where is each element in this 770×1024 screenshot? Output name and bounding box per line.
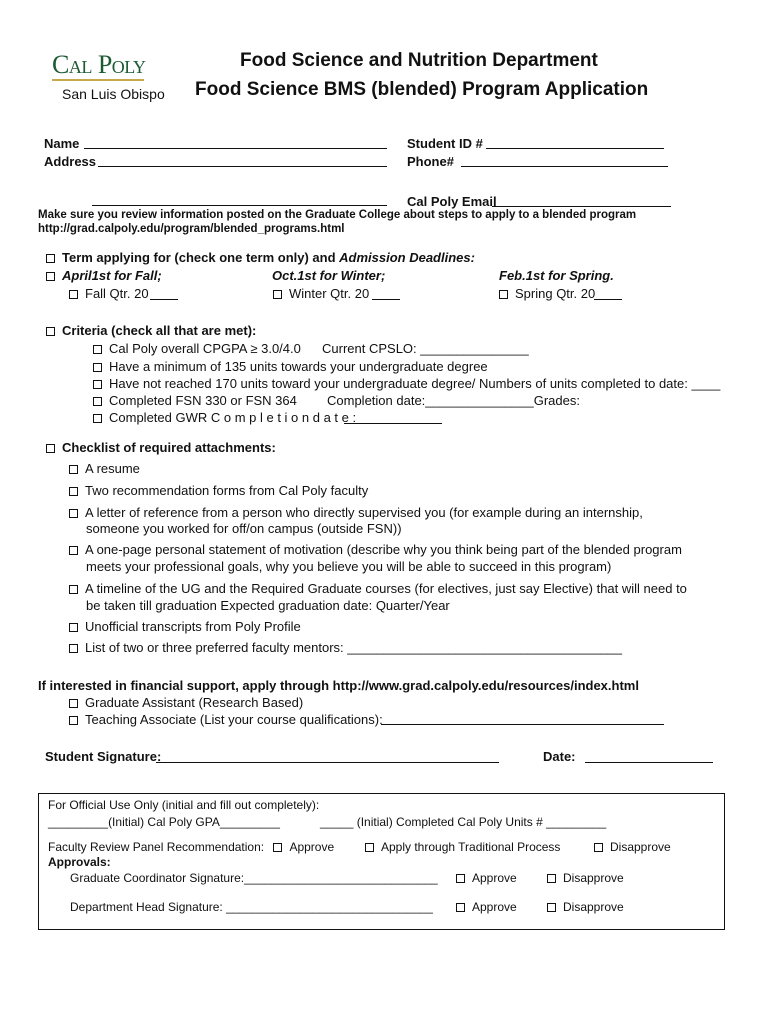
address-field[interactable] — [98, 166, 387, 167]
grad-coordinator-signature[interactable]: Graduate Coordinator Signature:_____________________________ — [70, 871, 438, 885]
notice-link[interactable]: http://grad.calpoly.edu/program/blended_programs.html — [38, 223, 345, 235]
phone-field[interactable] — [461, 166, 668, 167]
spring-checkbox[interactable] — [499, 290, 508, 299]
spring-option[interactable]: Spring Qtr. 20 — [499, 286, 595, 301]
phone-label: Phone# — [407, 154, 454, 169]
date-field[interactable] — [585, 762, 713, 763]
address-field-line2[interactable] — [92, 205, 387, 206]
criteria-gwr-checkbox[interactable] — [93, 414, 102, 423]
dept-disapprove[interactable]: Disapprove — [547, 900, 624, 914]
winter-deadline: Oct.1st for Winter; — [272, 268, 386, 283]
fall-deadline-checkbox[interactable] — [46, 272, 55, 281]
checklist-checkbox[interactable] — [46, 444, 55, 453]
fall-option[interactable]: Fall Qtr. 20 — [69, 286, 149, 301]
name-field[interactable] — [84, 148, 387, 149]
email-label: Cal Poly Email — [407, 194, 497, 209]
criteria-gwr[interactable]: Completed GWR C o m p l e t i o n d a t e : — [93, 410, 356, 425]
criteria-checkbox[interactable] — [46, 327, 55, 336]
checklist-resume[interactable]: A resume — [69, 461, 140, 476]
dept-approve[interactable]: Approve — [456, 900, 517, 914]
panel-approve-checkbox[interactable] — [273, 843, 282, 852]
checklist-recommendations-checkbox[interactable] — [69, 487, 78, 496]
grad-disapprove[interactable]: Disapprove — [547, 871, 624, 885]
campus-name: San Luis Obispo — [62, 86, 165, 102]
checklist-recommendations[interactable]: Two recommendation forms from Cal Poly faculty — [69, 483, 368, 498]
gwr-date-field[interactable] — [344, 423, 442, 424]
fall-checkbox[interactable] — [69, 290, 78, 299]
checklist-reference-letter-cont: someone you worked for off/on campus (outside FSN)) — [86, 521, 402, 536]
criteria-heading: Criteria (check all that are met): — [46, 323, 256, 338]
checklist-timeline-checkbox[interactable] — [69, 585, 78, 594]
student-id-label: Student ID # — [407, 136, 483, 151]
checklist-timeline[interactable]: A timeline of the UG and the Required Graduate courses (for electives, just say Elective) that will need to — [69, 581, 687, 596]
checklist-mentors[interactable]: List of two or three preferred faculty mentors: ______________________________________ — [69, 640, 622, 655]
dept-approve-checkbox[interactable] — [456, 903, 465, 912]
review-panel-label: Faculty Review Panel Recommendation: Approve — [48, 840, 335, 854]
student-signature-field[interactable] — [156, 762, 499, 763]
checklist-heading: Checklist of required attachments: — [46, 440, 276, 455]
checklist-statement-checkbox[interactable] — [69, 546, 78, 555]
dept-head-signature[interactable]: Department Head Signature: _______________________________ — [70, 900, 433, 914]
financial-ga-checkbox[interactable] — [69, 699, 78, 708]
name-label: Name — [44, 136, 80, 151]
financial-heading: If interested in financial support, apply through http://www.grad.calpoly.edu/resources/index.html — [38, 678, 639, 693]
panel-traditional[interactable]: Apply through Traditional Process — [365, 840, 560, 854]
panel-traditional-checkbox[interactable] — [365, 843, 374, 852]
dept-disapprove-checkbox[interactable] — [547, 903, 556, 912]
winter-year-field[interactable] — [372, 299, 400, 300]
financial-ta[interactable]: Teaching Associate (List your course qualifications): — [69, 712, 383, 727]
term-heading-checkbox[interactable] — [46, 254, 55, 263]
checklist-timeline-cont: be taken till graduation Expected graduation date: Quarter/Year — [86, 598, 450, 613]
criteria-gpa-current: Current CPSLO: _______________ — [322, 341, 529, 356]
criteria-fsn[interactable]: Completed FSN 330 or FSN 364 — [93, 393, 297, 408]
student-signature-label: Student Signature: — [45, 749, 162, 764]
official-gpa[interactable]: _________(Initial) Cal Poly GPA_________ — [48, 815, 280, 829]
checklist-transcripts-checkbox[interactable] — [69, 623, 78, 632]
date-label: Date: — [543, 749, 576, 764]
grad-approve-checkbox[interactable] — [456, 874, 465, 883]
financial-ga[interactable]: Graduate Assistant (Research Based) — [69, 695, 303, 710]
checklist-reference-letter[interactable]: A letter of reference from a person who directly supervised you (for example during an internship, — [69, 505, 643, 520]
spring-deadline: Feb.1st for Spring. — [499, 268, 614, 283]
criteria-min-units-checkbox[interactable] — [93, 363, 102, 372]
checklist-statement[interactable]: A one-page personal statement of motivation (describe why you think being part of the blended program — [69, 542, 682, 557]
grad-disapprove-checkbox[interactable] — [547, 874, 556, 883]
criteria-gpa[interactable]: Cal Poly overall CPGPA ≥ 3.0/4.0 — [93, 341, 301, 356]
grad-approve[interactable]: Approve — [456, 871, 517, 885]
checklist-resume-checkbox[interactable] — [69, 465, 78, 474]
spring-year-field[interactable] — [594, 299, 622, 300]
checklist-transcripts[interactable]: Unofficial transcripts from Poly Profile — [69, 619, 301, 634]
criteria-fsn-date: Completion date:_______________Grades: — [327, 393, 580, 408]
winter-checkbox[interactable] — [273, 290, 282, 299]
official-units[interactable]: _____ (Initial) Completed Cal Poly Units # _________ — [320, 815, 607, 829]
fall-deadline: April1st for Fall; — [46, 268, 162, 283]
address-label: Address — [44, 154, 97, 169]
fall-year-field[interactable] — [150, 299, 178, 300]
winter-option[interactable]: Winter Qtr. 20 — [273, 286, 369, 301]
panel-disapprove-checkbox[interactable] — [594, 843, 603, 852]
ta-qualifications-field[interactable] — [381, 724, 664, 725]
checklist-statement-cont: meets your professional goals, why you believe you will be able to succeed in this program) — [86, 559, 612, 574]
page-title: Food Science and Nutrition Department — [240, 50, 598, 71]
official-heading: For Official Use Only (initial and fill out completely): — [48, 798, 320, 812]
notice-text: Make sure you review information posted on the Graduate College about steps to apply to a blended program — [38, 209, 637, 221]
cal-poly-logo: Cal Poly — [52, 50, 146, 79]
criteria-gpa-checkbox[interactable] — [93, 345, 102, 354]
student-id-field[interactable] — [486, 148, 664, 149]
checklist-mentors-checkbox[interactable] — [69, 644, 78, 653]
criteria-max-units-checkbox[interactable] — [93, 380, 102, 389]
panel-disapprove[interactable]: Disapprove — [594, 840, 671, 854]
checklist-reference-checkbox[interactable] — [69, 509, 78, 518]
page-subtitle: Food Science BMS (blended) Program Application — [195, 79, 649, 100]
financial-ta-checkbox[interactable] — [69, 716, 78, 725]
term-heading: Term applying for (check one term only) and Admission Deadlines: — [46, 250, 475, 265]
approvals-label: Approvals: — [48, 855, 111, 869]
criteria-fsn-checkbox[interactable] — [93, 397, 102, 406]
email-field[interactable] — [492, 206, 671, 207]
criteria-min-units[interactable]: Have a minimum of 135 units towards your undergraduate degree — [93, 359, 488, 374]
logo-underline — [52, 79, 144, 81]
criteria-max-units[interactable]: Have not reached 170 units toward your undergraduate degree/ Numbers of units completed to date: ____ — [93, 376, 720, 391]
